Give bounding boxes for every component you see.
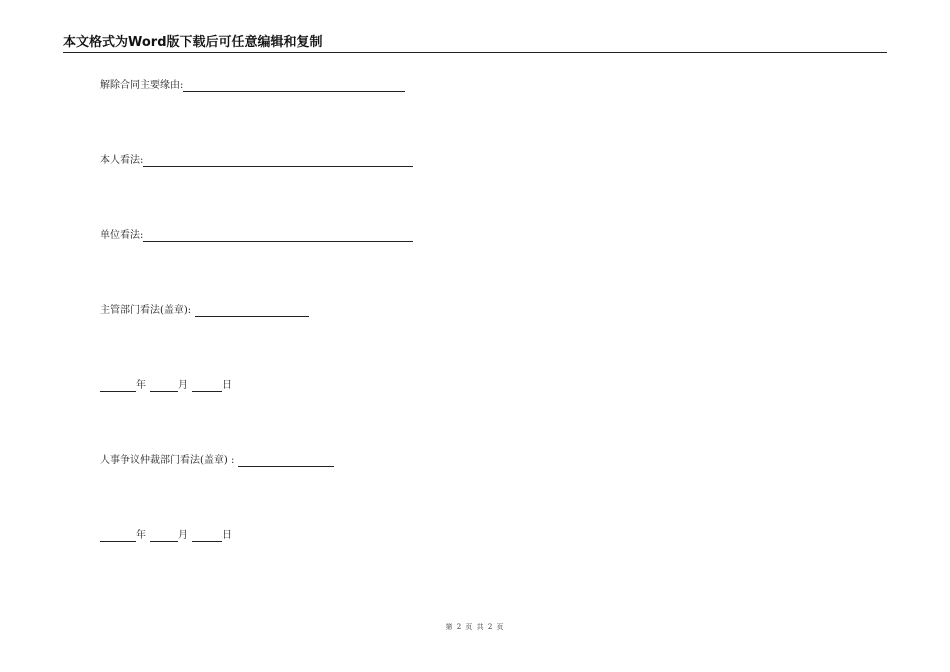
document-header-title: 本文格式为Word版下载后可任意编辑和复制 — [63, 35, 323, 50]
personal-opinion-label: 本人看法: — [100, 155, 144, 166]
month-label: 月 — [178, 380, 188, 391]
year-blank — [100, 530, 136, 542]
arbitration-opinion-blank — [238, 455, 334, 467]
dept-opinion-row — [100, 304, 309, 318]
termination-reason-label: 解除合同主要缘由: — [100, 80, 184, 91]
termination-reason-blank — [183, 80, 405, 92]
day-blank — [192, 530, 222, 542]
unit-opinion-label: 单位看法: — [100, 230, 144, 241]
day-blank — [192, 380, 222, 392]
dept-opinion-label: 主管部门看法(盖章): — [100, 305, 192, 316]
year-blank — [100, 380, 136, 392]
month-blank — [150, 380, 178, 392]
header-divider — [63, 52, 887, 53]
day-label: 日 — [222, 530, 232, 541]
termination-reason-row — [100, 79, 405, 93]
arbitration-opinion-row — [100, 454, 334, 468]
month-blank — [150, 530, 178, 542]
date-row-1 — [100, 379, 232, 393]
unit-opinion-blank — [143, 230, 413, 242]
page-number-footer: 第 2 页 共 2 页 — [445, 623, 505, 631]
personal-opinion-blank — [143, 155, 413, 167]
month-label: 月 — [178, 530, 188, 541]
year-label: 年 — [136, 530, 146, 541]
day-label: 日 — [222, 380, 232, 391]
year-label: 年 — [136, 380, 146, 391]
dept-opinion-blank — [195, 305, 309, 317]
arbitration-opinion-label: 人事争议仲裁部门看法(盖章) : — [100, 455, 235, 466]
personal-opinion-row — [100, 154, 413, 168]
date-row-2 — [100, 529, 232, 543]
unit-opinion-row — [100, 229, 413, 243]
